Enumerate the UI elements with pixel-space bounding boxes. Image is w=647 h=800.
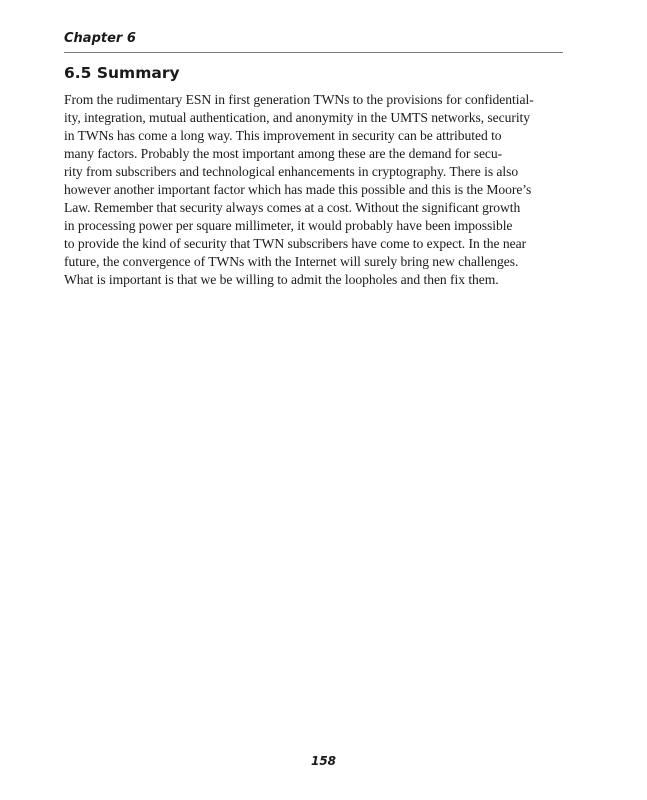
page-number: 158 [310,754,337,768]
paragraph-line: From the rudimentary ESN in first generation TWNs to the provisions for confidential- [64,92,534,107]
paragraph-line: however another important factor which has made this possible and this is the Moore’s [64,182,532,197]
section-title: 6.5 Summary [64,64,180,82]
paragraph-line: future, the convergence of TWNs with the Internet will surely bring new challenges. [64,254,519,269]
paragraph-line: ity, integration, mutual authentication, and anonymity in the UMTS networks, security [64,110,531,125]
summary-paragraph [64,91,574,289]
paragraph-line: to provide the kind of security that TWN subscribers have come to expect. In the near [64,236,527,251]
paragraph-line: in TWNs has come a long way. This improvement in security can be attributed to [64,128,502,143]
paragraph-line: in processing power per square millimeter, it would probably have been impossible [64,218,513,233]
paragraph-line: many factors. Probably the most important among these are the demand for secu- [64,146,503,161]
paragraph-line: rity from subscribers and technological enhancements in cryptography. There is also [64,164,519,179]
chapter-label: Chapter 6 [64,31,136,46]
running-header [64,30,563,53]
paragraph-line: What is important is that we be willing to admit the loopholes and then fix them. [64,272,499,287]
paragraph-line: Law. Remember that security always comes at a cost. Without the significant growth [64,200,521,215]
